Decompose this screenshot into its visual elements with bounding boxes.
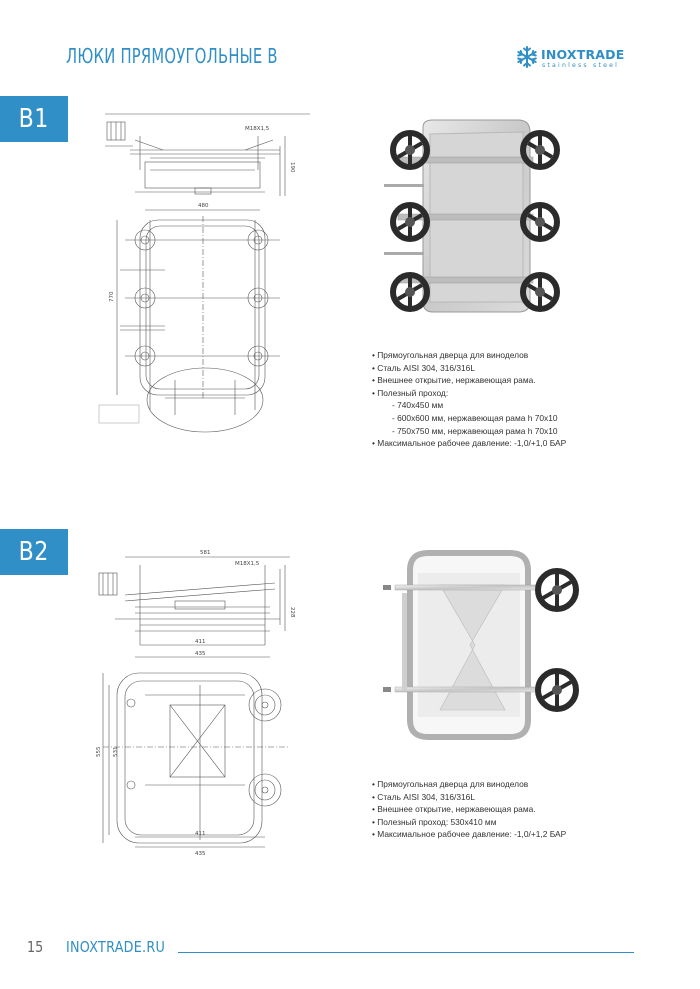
sub-list-item: - 740x450 мм xyxy=(392,400,444,411)
section-badge-b2: B2 xyxy=(0,529,68,575)
b2-overall-width-label: 581 xyxy=(200,550,211,556)
list-item: • Прямоугольная дверца для виноделов xyxy=(372,779,529,789)
page-title: ЛЮКИ ПРЯМОУГОЛЬНЫЕ В xyxy=(66,44,278,68)
b2-inner-height-label: 531 xyxy=(113,746,119,757)
b2-inner-width-label-top: 411 xyxy=(195,639,206,645)
b2-thread-label: M18X1,5 xyxy=(235,561,260,567)
b1-thread-label: M18X1,5 xyxy=(245,126,270,132)
snowflake-icon xyxy=(515,45,539,69)
list-item: • Сталь AISI 304, 316/316L xyxy=(372,791,476,802)
website-link[interactable]: INOXTRADE.RU xyxy=(66,938,166,956)
b2-technical-drawing xyxy=(95,545,305,860)
brand-logo xyxy=(515,45,640,75)
sub-list-item: - 750x750 мм, нержавеющая рама h 70x10 xyxy=(392,425,558,436)
b2-outer-height-label: 555 xyxy=(96,746,102,757)
list-item: • Максимальное рабочее давление: -1,0/+1,0 БАР xyxy=(372,438,567,449)
b1-length-label: 770 xyxy=(109,291,115,302)
list-item: • Полезный проход: xyxy=(372,387,449,398)
sub-list-item: - 600x600 мм, нержавеющая рама h 70x10 xyxy=(392,412,558,423)
logo-name: INOXTRADE xyxy=(541,47,625,62)
b1-width-label: 480 xyxy=(198,203,209,209)
b2-outer-width-label: 435 xyxy=(195,851,206,857)
footer-divider xyxy=(178,952,634,953)
b1-spec-list xyxy=(372,349,566,450)
b2-spec-list xyxy=(372,778,566,841)
list-item: • Внешнее открытие, нержавеющая рама. xyxy=(372,804,536,815)
logo-tagline: stainless steel xyxy=(542,62,620,69)
list-item: • Прямоугольная дверца для виноделов xyxy=(372,350,529,360)
b2-height-label: 228 xyxy=(289,607,295,618)
b2-outer-width-label-top: 435 xyxy=(195,651,206,657)
list-item: • Сталь AISI 304, 316/316L xyxy=(372,362,476,373)
b2-inner-width-label: 411 xyxy=(195,831,206,837)
b2-product-photo xyxy=(380,545,585,745)
list-item: • Полезный проход: 530x410 мм xyxy=(372,816,497,827)
b1-product-photo xyxy=(378,112,568,322)
page-number: 15 xyxy=(27,938,44,956)
list-item: • Внешнее открытие, нержавеющая рама. xyxy=(372,375,536,386)
b1-technical-drawing xyxy=(95,110,315,440)
list-item: • Максимальное рабочее давление: -1,0/+1,2 БАР xyxy=(372,829,567,840)
b1-height-label: 190 xyxy=(289,162,295,173)
section-badge-b1: B1 xyxy=(0,96,68,142)
